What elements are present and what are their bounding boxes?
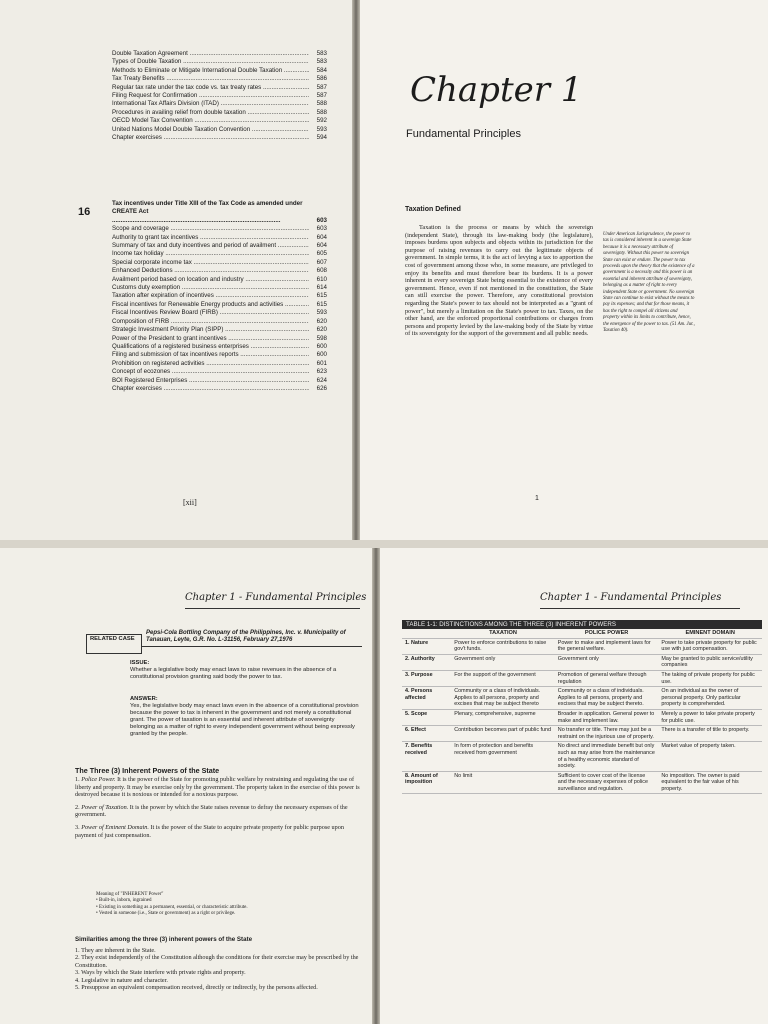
toc-entry-title: Enhanced Deductions ..... <box>112 267 309 275</box>
distinctions-table-page <box>380 548 768 1024</box>
toc-entry-page: 587 <box>316 92 327 100</box>
table-cell-label: 5. Scope <box>402 709 451 725</box>
similarity-text: Legislative in nature and character. <box>81 976 168 984</box>
toc-entry-page: 605 <box>316 250 327 258</box>
toc-entry-title: Fiscal Incentives Review Board (FIRB) ..... <box>112 309 309 317</box>
toc-entry-title: Composition of FIRB ..... <box>112 318 309 326</box>
power-item <box>75 804 360 819</box>
toc-entry <box>112 351 327 359</box>
toc-entry <box>112 385 327 393</box>
table-cell-police: Community or a class of individuals. Applies to all persons, property and excises that may be subject thereto. <box>555 687 659 710</box>
chapter-title: Fundamental Principles <box>406 128 521 140</box>
running-head-rule <box>185 608 360 609</box>
toc-entry <box>112 109 327 117</box>
table-cell-eminent: There is a transfer of title to property. <box>658 726 762 742</box>
running-head-right: Chapter 1 - Fundamental Principles <box>540 592 722 603</box>
table-cell-police: Sufficient to cover cost of the license and the necessary expenses of police surveillance and regulation. <box>555 771 659 794</box>
running-head-rule-right <box>540 608 740 609</box>
toc-chapter-number: 16 <box>78 206 91 218</box>
power-text: It is the power of the State for promoting public welfare by restraining and regulating the use of liberty and property. It may be exercise only by the government. The property taken in the exercise of this power is destroyed because it is noxious or intended for a noxious purpose. <box>75 776 360 799</box>
toc-entry-title: Summary of tax and duty incentives and period of availment ..... <box>112 242 309 250</box>
toc-entry-title: Strategic Investment Priority Plan (SIPP) ..... <box>112 326 309 334</box>
table-cell-taxation: Community or a class of individuals. Applies to all persons, property and excises that may be subject thereto <box>451 687 555 710</box>
toc-entry <box>112 335 327 343</box>
table-cell-label: 7. Benefits received <box>402 742 451 771</box>
powers-heading: The Three (3) Inherent Powers of the State <box>75 766 220 775</box>
toc-entry-page: 584 <box>316 66 327 74</box>
toc-entry <box>112 117 327 125</box>
toc-entry-title: Methods to Eliminate or Mitigate International Double Taxation ..... <box>112 67 309 75</box>
toc-entry <box>112 292 327 300</box>
power-term: Power of Taxation. <box>81 803 129 811</box>
table-row <box>402 670 762 686</box>
toc-entry-title: BOI Registered Enterprises ..... <box>112 377 309 385</box>
toc-entry-title: Prohibition on registered activities ..... <box>112 360 309 368</box>
toc-entry-page: 626 <box>316 384 327 392</box>
similarity-item: 5. Presuppose an equivalent compensation received, directly or indirectly, by the persons affected. <box>75 984 318 991</box>
table-cell-label: 2. Authority <box>402 654 451 670</box>
toc-entry-page: 620 <box>316 317 327 325</box>
toc-chapter-heading: Tax incentives under Title XIII of the Tax Code as amended under CREATE Act ..... 603 <box>112 200 327 225</box>
toc-entry-page: 624 <box>316 376 327 384</box>
toc-entry-title: Special corporate income tax ..... <box>112 259 309 267</box>
toc-entry-page: 615 <box>316 300 327 308</box>
table-cell-taxation: Contribution becomes part of public fund <box>451 726 555 742</box>
similarity-text: Presuppose an equivalent compensation received, directly or indirectly, by the persons affected. <box>81 984 318 991</box>
inherent-powers-page <box>0 548 372 1024</box>
toc-entry-title: Customs duty exemption ..... <box>112 284 309 292</box>
related-case-label: RELATED CASE <box>86 634 142 654</box>
power-term: Power of Eminent Domain. <box>81 823 149 831</box>
inherent-meaning-text: Vested in someone (i.e., State or government) as a right or privilege. <box>98 911 236 917</box>
power-text: It is the power of the State to acquire private property for public purpose upon payment of just compensation. <box>75 823 344 839</box>
table-cell-eminent: Market value of property taken. <box>658 742 762 771</box>
power-number: 2. <box>75 803 80 811</box>
toc-entry <box>112 368 327 376</box>
table-cell-label: 8. Amount of imposition <box>402 771 451 794</box>
running-head: Chapter 1 - Fundamental Principles <box>185 592 367 603</box>
table-row <box>402 687 762 710</box>
toc-entry-page: 593 <box>316 309 327 317</box>
table-row <box>402 742 762 771</box>
table-cell-police: Power to make and implement laws for the general welfare. <box>555 638 659 654</box>
toc-entry <box>112 377 327 385</box>
toc-entry-page: 623 <box>316 368 327 376</box>
similarity-text: They exist independently of the Constitution although the conditions for their exercise may be prescribed by the Constitution. <box>75 954 359 969</box>
inherent-meaning-item: • Built-in, inborn, ingrained <box>96 898 152 904</box>
toc-entry-title: Chapter exercises ..... <box>112 134 309 142</box>
toc-entry <box>112 259 327 267</box>
table-cell-eminent: No imposition. The owner is paid equivalent to the fair value of his property. <box>658 771 762 794</box>
table-header: POLICE POWER <box>555 629 659 638</box>
toc-entry <box>112 225 327 233</box>
power-term: Police Power. <box>81 776 116 783</box>
table-cell-eminent: May be granted to public service/utility companies <box>658 654 762 670</box>
case-answer: ANSWER: Yes, the legislative body may enact laws even in the absence of a constitutional provision because the power to tax is inherent in the government and not merely a constitutional grant. The power of taxation is an essential and inherent attribute of sovereignty belonging as a matter of right to every independent government without being expressly granted by the people. <box>130 696 359 737</box>
chapter-opening-page <box>360 0 768 540</box>
toc-entry-page: 610 <box>316 275 327 283</box>
toc-entry-title: Filing and submission of tax incentives reports ..... <box>112 351 309 359</box>
toc-entry <box>112 134 327 142</box>
toc-entry-page: 615 <box>316 292 327 300</box>
page-separator <box>0 540 768 548</box>
table-cell-taxation: Government only <box>451 654 555 670</box>
case-title: Pepsi-Cola Bottling Company of the Philippines, Inc. v. Municipality of Tanauan, Leyte, G.R. No. L-31156, February 27,1976 <box>142 628 362 647</box>
similarity-item: 1. They are inherent in the State. <box>75 946 156 954</box>
toc-entry-page: 608 <box>316 267 327 275</box>
power-number: 1. <box>75 776 80 783</box>
toc-entry <box>112 301 327 309</box>
toc-entry-title: International Tax Affairs Division (ITAD) ..... <box>112 100 309 108</box>
power-item <box>75 824 360 839</box>
toc-entry-title: Power of the President to grant incentives ..... <box>112 335 309 343</box>
table-cell-eminent: The taking of private property for public use. <box>658 670 762 686</box>
similarity-item: 2. They exist independently of the Constitution although the conditions for their exercise may be prescribed by the Constitution. <box>75 954 359 969</box>
table-header: EMINENT DOMAIN <box>658 629 762 638</box>
similarity-text: They are inherent in the State. <box>81 946 156 954</box>
inherent-meaning-text: Existing in something as a permanent, essential, or characteristic attribute. <box>99 904 248 910</box>
toc-entry <box>112 126 327 134</box>
table-row <box>402 726 762 742</box>
page-number: 1 <box>535 495 539 502</box>
toc-entry <box>112 84 327 92</box>
toc-entry-page: 592 <box>316 117 327 125</box>
toc-entry <box>112 360 327 368</box>
toc-entry-title: Concept of ecozones ..... <box>112 368 309 376</box>
table-cell-police: No direct and immediate benefit but only such as may arise from the maintenance of a healthy economic standard of society. <box>555 742 659 771</box>
toc-entry-page: 614 <box>316 284 327 292</box>
table-row <box>402 654 762 670</box>
toc-entry-title: Tax Treaty Benefits ..... <box>112 75 309 83</box>
page-folio: [xii] <box>183 498 197 507</box>
table-row <box>402 709 762 725</box>
table-cell-police: Promotion of general welfare through regulation <box>555 670 659 686</box>
inherent-meaning-item: • Vested in someone (i.e., State or government) as a right or privilege. <box>96 911 236 917</box>
toc-entry <box>112 92 327 100</box>
table-cell-label: 4. Persons affected <box>402 687 451 710</box>
toc-entry <box>112 75 327 83</box>
toc-entry <box>112 309 327 317</box>
power-number: 3. <box>75 823 80 831</box>
toc-entry-title: Types of Double Taxation ..... <box>112 58 309 66</box>
table-cell-eminent: On an individual as the owner of personal property. Only particular property is comprehended. <box>658 687 762 710</box>
toc-entry <box>112 234 327 242</box>
toc-entry-page: 600 <box>316 342 327 350</box>
toc-entry <box>112 250 327 258</box>
table-cell-taxation: Power to enforce contributions to raise gov't funds. <box>451 638 555 654</box>
toc-entry-title: Authority to grant tax incentives ..... <box>112 234 309 242</box>
toc-entry-page: 583 <box>316 58 327 66</box>
table-cell-label: 6. Effect <box>402 726 451 742</box>
toc-entry-title: Qualifications of a registered business enterprises ..... <box>112 343 309 351</box>
toc-entry <box>112 326 327 334</box>
toc-entry-title: Filing Request for Confirmation ..... <box>112 92 309 100</box>
toc-entry-page: 586 <box>316 75 327 83</box>
book-gutter-lower <box>372 548 380 1024</box>
toc-entry-page: 594 <box>316 134 327 142</box>
side-note: Under American Jurisprudence, the power to tax is considered inherent in a sovereign State because it is a necessary attribute of sovereignty. Without this power no sovereign State can exist or endure. The power to tax proceeds upon the theory that the existence of a government is a necessity and this power is an essential and inherent attribute of sovereignty, belonging as a matter of right to every independent State or government. No sovereign State can continue to exist without the means to pay its expenses; and that for those means, it has the right to compel all citizens and property within its limits to contribute, hence, the emergence of the power to tax. (51 Am. Jur., Taxation 40). <box>603 232 695 334</box>
toc-entry-page: 598 <box>316 334 327 342</box>
toc-list-bottom <box>112 200 327 393</box>
toc-entry-title: OECD Model Tax Convention ..... <box>112 117 309 125</box>
chapter-script-title: Chapter 1 <box>410 70 583 110</box>
similarity-item: 3. Ways by which the State interfere with private rights and property. <box>75 969 246 976</box>
toc-entry-page: 600 <box>316 351 327 359</box>
table-cell-taxation: Plenary, comprehensive, supreme <box>451 709 555 725</box>
toc-entry <box>112 67 327 75</box>
toc-entry-page: 588 <box>316 100 327 108</box>
toc-list-top <box>112 50 327 142</box>
table-cell-taxation: For the support of the government <box>451 670 555 686</box>
distinctions-table <box>402 629 762 794</box>
similarity-item: 4. Legislative in nature and character. <box>75 976 168 984</box>
toc-entry-page: 603 <box>316 225 327 233</box>
toc-entry-title: Availment period based on location and industry ..... <box>112 276 309 284</box>
table-row <box>402 638 762 654</box>
toc-entry-page: 588 <box>316 108 327 116</box>
toc-entry <box>112 284 327 292</box>
case-issue: ISSUE: Whether a legislative body may enact laws to raise revenues in the absence of a constitutional provision granting said body the power to tax. <box>130 660 337 680</box>
table-cell-taxation: No limit <box>451 771 555 794</box>
toc-entry-page: 593 <box>316 125 327 133</box>
powers-list <box>75 776 360 844</box>
toc-entry-page: 587 <box>316 83 327 91</box>
table-cell-eminent: Power to take private property for public use with just compensation. <box>658 638 762 654</box>
table-cell-police: Government only <box>555 654 659 670</box>
toc-entry-page: 601 <box>316 359 327 367</box>
table-row <box>402 771 762 794</box>
book-gutter <box>352 0 360 540</box>
power-item <box>75 776 360 799</box>
toc-entry-page: 607 <box>316 258 327 266</box>
toc-entry-title: Scope and coverage ..... <box>112 225 309 233</box>
toc-entry <box>112 242 327 250</box>
toc-entry-page: 620 <box>316 326 327 334</box>
taxation-definition-text: Taxation is the process or means by which the sovereign (independent State), through its law-making body (the legislature), imposes burdens upon subjects and objects within its jurisdiction for the purpose of raising revenues to carry out the legitimate objects of government. In simple terms, it is the act of levying a tax to apportion the cost of government among those who, in some measure, are privileged to enjoy its benefits and must therefore bear its burdens. It is a power inherent in every sovereign State being essential to the existence of every government. Hence, even if not mentioned in the constitution, the State can still exercise the power. Therefore, any constitutional provision regarding the State's power to tax should not be interpreted as a "grant of power", but merely a limitation on the State's power to tax. Taxes, on the other hand, are the enforced proportional contributions or charges from persons and property levied by the law-making body of the State by virtue of its sovereignty for the support of the government and all public needs. <box>405 224 593 338</box>
toc-entry <box>112 343 327 351</box>
toc-entry-page: 604 <box>316 242 327 250</box>
toc-entry-title: Double Taxation Agreement ..... <box>112 50 309 58</box>
toc-entry <box>112 276 327 284</box>
toc-entry-title: United Nations Model Double Taxation Convention ..... <box>112 126 309 134</box>
toc-entry-title: Regular tax rate under the tax code vs. tax treaty rates ..... <box>112 84 309 92</box>
inherent-meaning-text: Built-in, inborn, ingrained <box>99 898 152 904</box>
toc-entry <box>112 58 327 66</box>
table-cell-taxation: In form of protection and benefits received from government <box>451 742 555 771</box>
table-title: TABLE 1-1: DISTINCTIONS AMONG THE THREE (3) INHERENT POWERS <box>402 620 762 629</box>
toc-entry-title: Chapter exercises ..... <box>112 385 309 393</box>
inherent-meaning-item: • Existing in something as a permanent, essential, or characteristic attribute. <box>96 904 248 910</box>
toc-entry-page: 583 <box>316 50 327 57</box>
table-cell-eminent: Merely a power to take private property for public use. <box>658 709 762 725</box>
inherent-meaning: Meaning of "INHERENT Power" • Built-in, inborn, ingrained • Existing in something as a permanent, essential, or characteristic attribute. • Vested in someone (i.e., State or government) as a right or privilege. <box>96 892 356 918</box>
table-header: TAXATION <box>451 629 555 638</box>
table-cell-police: Broader in application. General power to make and implement law. <box>555 709 659 725</box>
toc-page <box>0 0 352 540</box>
power-text: It is the power by which the State raises revenue to defray the necessary expenses of the government. <box>75 803 348 819</box>
table-cell-label: 3. Purpose <box>402 670 451 686</box>
toc-entry <box>112 318 327 326</box>
toc-entry-title: Fiscal incentives for Renewable Energy products and activities ..... <box>112 301 309 309</box>
table-header <box>402 629 451 638</box>
toc-entry-title: Procedures in availing relief from double taxation ..... <box>112 109 309 117</box>
table-cell-label: 1. Nature <box>402 638 451 654</box>
toc-entry-title: Taxation after expiration of incentives ..... <box>112 292 309 300</box>
toc-entry <box>112 50 327 58</box>
similarities: Similarities among the three (3) inherent powers of the State 1. They are inherent in the State. 2. They exist independently of the Constitution although the conditions for their exercise may be prescribed by the Constitution. 3. Ways by which the State interfere with private rights and property. 4. Legislative in nature and character. 5. Presuppose an equivalent compensation received, directly or indirectly, by the persons affected. <box>75 936 359 991</box>
toc-entry-title: Income tax holiday ..... <box>112 250 309 258</box>
toc-entry <box>112 267 327 275</box>
section-heading: Taxation Defined <box>405 206 461 213</box>
toc-entry <box>112 100 327 108</box>
toc-entry-page: 604 <box>316 233 327 241</box>
similarity-text: Ways by which the State interfere with private rights and property. <box>81 969 246 976</box>
table-cell-police: No transfer or title. There may just be a restraint on the injurious use of property. <box>555 726 659 742</box>
